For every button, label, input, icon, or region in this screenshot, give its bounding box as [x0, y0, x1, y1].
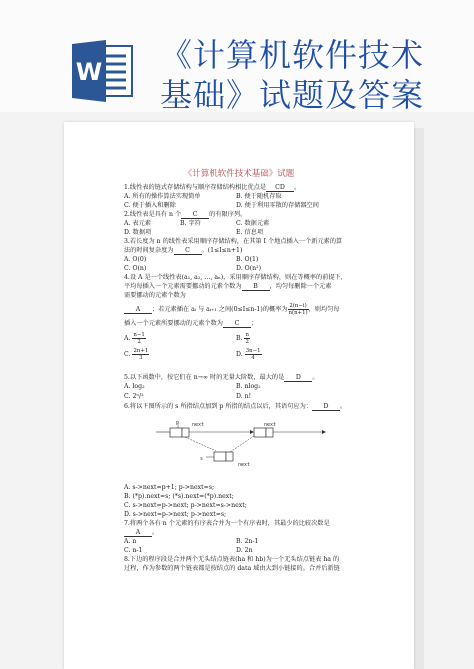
label-next: next — [238, 462, 251, 468]
word-document-icon — [70, 40, 136, 102]
option: C. s->next=p->next; p->next=s->next; — [124, 502, 247, 509]
node-next-next — [266, 428, 273, 437]
question-2: 2.线性表是具有 n 个 C 的有限序列。 — [124, 211, 247, 218]
option: A. O(0) B. O(1) — [124, 256, 259, 263]
arrow-head — [322, 430, 326, 434]
label-s: s — [200, 456, 204, 462]
answer-blank: D — [284, 374, 312, 382]
question-8: 8.下边的程序段是合并两个无头结点链表(ha 和 hb)为一个无头结点链表 ha 的 — [124, 556, 340, 563]
document-page[interactable] — [64, 122, 414, 669]
node-next-data — [254, 428, 266, 437]
option: C. $\frac{2n+1}{3}$ D. $\frac{3n-1}{4}$ — [124, 348, 261, 361]
logo-letter: W — [75, 58, 103, 86]
document-title: 《计算机软件技术基础》试题 — [183, 169, 295, 179]
node-p-next — [182, 428, 189, 437]
question-3-line-2: 法的时间复杂度为 C 。(1≤I≤n+1) — [124, 247, 243, 254]
new-link — [230, 436, 254, 452]
answer-blank: CD — [266, 184, 294, 192]
answer-blank: C — [223, 320, 251, 328]
question-4-line-3: 需要挪动的元素个数为 — [124, 292, 186, 299]
question-4-line-5: 插入一个元素所要挪动的元素个数为 C ； — [124, 320, 258, 327]
question-4-line-2: 平均每插入一个元素需要挪动的元素个数为 B ，均匀每删除一个元素 — [124, 283, 332, 290]
question-4-line-4: A ；若元素插在 aᵢ 与 aᵢ₊₁ 之间(0≤I≤n-1)的概率为 $\frac{2(n-i)}{n(n+1)}$ ，则均匀每 — [124, 303, 340, 316]
banner — [0, 0, 474, 112]
node-s-data — [214, 452, 226, 461]
answer-blank: C — [181, 211, 209, 219]
question-5: 5.以下函数中，按它们在 n→∞ 时的无量大阶数，最大的是 D 。 — [124, 374, 319, 381]
option: A. 表元素 B. 字符 C. 数据元素 — [124, 220, 270, 227]
option: C. O(n) D. O(n²) — [124, 265, 262, 272]
answer-blank: A — [124, 529, 152, 537]
linked-list-diagram — [156, 420, 326, 482]
answer-blank: C — [174, 247, 202, 255]
answer-blank: B — [242, 283, 270, 291]
node-s-next — [226, 452, 233, 461]
option: A. n B. 2n-1 — [124, 538, 259, 545]
option: C. n-1 D. 2n — [124, 547, 253, 554]
answer-blank: A — [124, 306, 152, 314]
page-title-line-1: 《计算机软件技术 — [160, 36, 425, 74]
option: C. 2ⁿ/² D. n! — [124, 393, 252, 400]
option: A. s->next=p+1; p->next=s; — [124, 484, 215, 491]
question-7: 7.将两个各有 n 个元素的有序表合并为一个有序表时，其最少的比较次数是 — [124, 520, 330, 527]
arrow-head — [250, 430, 254, 434]
answer-blank: D — [312, 403, 340, 411]
option: D. 数据项 E. 信息项 — [124, 229, 264, 236]
option: A. $\frac{n-1}{2}$ B. $\frac{n}{2}$ — [124, 332, 249, 345]
question-7-line-2: A 。 — [124, 529, 158, 537]
option: D. s->next=p->next; p->next=s; — [124, 511, 227, 518]
label-next: next — [264, 422, 277, 428]
option: C. 便于插入和删除 D. 便于利用零散的存储器空间 — [124, 202, 319, 209]
label-p: p — [176, 420, 180, 426]
question-3: 3.若长度为 n 的线性表采用顺序存储结构，在其第 I 个地点插入一个新元素的算 — [124, 238, 343, 245]
question-6: 6.将以下图所示的 s 所指结点加到 p 所指的结点以后，其语句应为： D 。 — [124, 403, 347, 410]
question-8-line-2: 过程，作为参数的两个链表都是按结点的 data 域由大到小链接的。合并后新链 — [124, 565, 340, 572]
question-4: 4.设 A 是一个线性表(a₁, a₂, …, aₙ)，采用顺序存储结构，则在等概率的前提下， — [124, 274, 347, 281]
fraction: $\frac{2(n-i)}{n(n+1)}$ — [288, 303, 308, 316]
page-title-line-2: 基础》试题及答案 — [160, 76, 425, 114]
option: B. (*p).next=s; (*s).next=(*p).next; — [124, 493, 234, 500]
label-next: next — [192, 422, 205, 428]
option: A. 所有的操作算法实现简单 B. 便于随机存取 — [124, 193, 282, 200]
node-p-data — [170, 428, 182, 437]
question-1: 1.线性表的链式存储结构与顺序存储结构相比优点是 CD 。 — [124, 184, 301, 191]
new-link — [185, 437, 216, 451]
option: A. log₂ B. nlog₂ — [124, 383, 261, 390]
